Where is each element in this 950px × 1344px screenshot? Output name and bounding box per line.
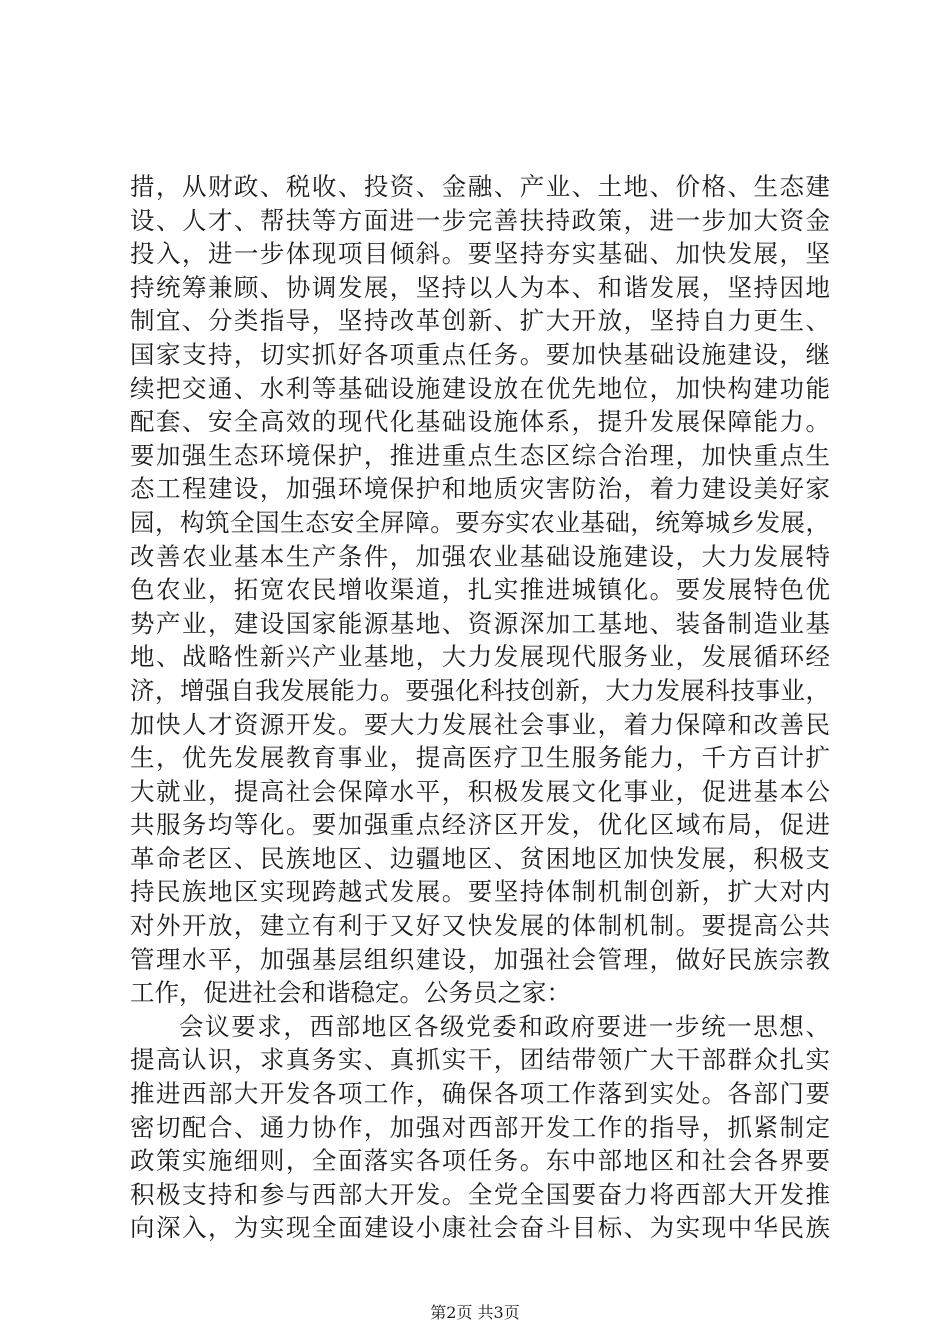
text-line: 生，优先发展教育事业，提高医疗卫生服务能力，千方百计扩 <box>130 743 830 773</box>
text-line: 措，从财政、税收、投资、金融、产业、土地、价格、生态建 <box>130 172 830 201</box>
text-line: 政策实施细则，全面落实各项任务。东中部地区和社会各界要 <box>130 1146 830 1176</box>
text-line: 色农业，拓宽农民增收渠道，扎实推进城镇化。要发展特色优 <box>130 575 830 605</box>
text-line: 积极支持和参与西部大开发。全党全国要奋力将西部大开发推 <box>130 1179 830 1209</box>
text-line: 共服务均等化。要加强重点经济区开发，优化区域布局，促进 <box>130 810 830 840</box>
text-line: 管理水平，加强基层组织建设，加强社会管理，做好民族宗教 <box>130 944 830 974</box>
text-line: 态工程建设，加强环境保护和地质灾害防治，着力建设美好家 <box>130 474 830 504</box>
paragraph-1 <box>130 170 830 1010</box>
text-line: 制宜、分类指导，坚持改革创新、扩大开放，坚持自力更生、 <box>130 306 830 336</box>
text-line: 持民族地区实现跨越式发展。要坚持体制机制创新，扩大对内 <box>130 877 830 907</box>
text-line: 改善农业基本生产条件，加强农业基础设施建设，大力发展特 <box>130 541 830 571</box>
text-line: 续把交通、水利等基础设施建设放在优先地位，加快构建功能 <box>130 373 830 403</box>
paragraph-2 <box>130 1010 830 1245</box>
text-line: 加快人才资源开发。要大力发展社会事业，着力保障和改善民 <box>130 709 830 739</box>
text-line: 地、战略性新兴产业基地，大力发展现代服务业，发展循环经 <box>130 642 830 672</box>
text-line: 国家支持，切实抓好各项重点任务。要加快基础设施建设，继 <box>130 339 830 369</box>
text-line: 济，增强自我发展能力。要强化科技创新，大力发展科技事业， <box>130 675 830 705</box>
text-line: 工作，促进社会和谐稳定。公务员之家： <box>130 978 571 1008</box>
text-line: 配套、安全高效的现代化基础设施体系，提升发展保障能力。 <box>130 407 830 437</box>
page-number-label: 第2页 共3页 <box>430 1303 520 1322</box>
text-line: 园，构筑全国生态安全屏障。要夯实农业基础，统筹城乡发展， <box>130 507 830 537</box>
text-line: 大就业，提高社会保障水平，积极发展文化事业，促进基本公 <box>130 776 830 806</box>
text-line: 势产业，建设国家能源基地、资源深加工基地、装备制造业基 <box>130 608 830 638</box>
document-body <box>130 170 830 1245</box>
text-line: 革命老区、民族地区、边疆地区、贫困地区加快发展，积极支 <box>130 843 830 873</box>
text-line: 设、人才、帮扶等方面进一步完善扶持政策，进一步加大资金 <box>130 205 830 235</box>
text-line: 要加强生态环境保护，推进重点生态区综合治理，加快重点生 <box>130 440 830 470</box>
text-line: 提高认识，求真务实、真抓实干，团结带领广大干部群众扎实 <box>130 1045 830 1075</box>
text-line: 向深入，为实现全面建设小康社会奋斗目标、为实现中华民族 <box>130 1213 830 1243</box>
text-line: 会议要求，西部地区各级党委和政府要进一步统一思想、 <box>179 1011 830 1041</box>
text-line: 推进西部大开发各项工作，确保各项工作落到实处。各部门要 <box>130 1079 830 1109</box>
text-line: 投入，进一步体现项目倾斜。要坚持夯实基础、加快发展，坚 <box>130 239 830 269</box>
text-line: 对外开放，建立有利于又好又快发展的体制机制。要提高公共 <box>130 911 830 941</box>
page-footer <box>0 1303 950 1323</box>
text-line: 密切配合、通力协作，加强对西部开发工作的指导，抓紧制定 <box>130 1112 830 1142</box>
text-line: 持统筹兼顾、协调发展，坚持以人为本、和谐发展，坚持因地 <box>130 272 830 302</box>
